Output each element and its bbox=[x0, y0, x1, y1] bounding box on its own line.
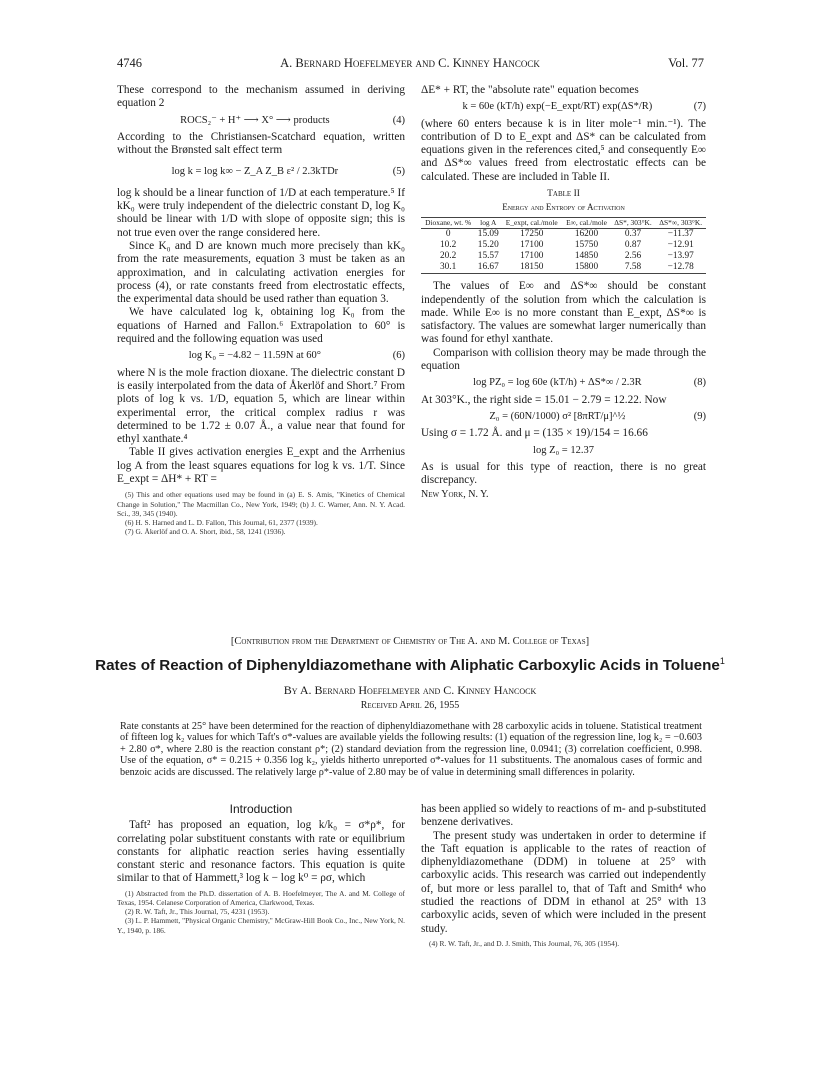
paragraph: Since K₀ and D are known much more precisely than kK₀ from the rate measurements, equation 3 must be taken as an approximation, and in calculating activation energies for process (4), or rate constants freed from electrostatic effects, the experimental data should be used rather than equation 3. bbox=[117, 239, 405, 306]
volume-number: Vol. 77 bbox=[668, 56, 704, 70]
table-label: Table II bbox=[547, 189, 580, 200]
intro-right-column bbox=[421, 803, 706, 948]
footnote-5: (5) This and other equations used may be found in (a) E. S. Amis, "Kinetics of Chemical Change in Solution," The Macmillan Co., New York, 1949; (b) J. C. Warner, Ann. N. Y. Acad. Sci., 39, 345 (1940). bbox=[117, 490, 405, 518]
table-row: 10.2 15.20 17100 15750 0.87 −12.91 bbox=[440, 240, 694, 251]
table-row: 0 15.09 17250 16200 0.37 −11.37 bbox=[445, 229, 694, 240]
paragraph: Using σ = 1.72 Å. and μ = (135 × 19)/154 = 16.66 bbox=[421, 427, 648, 440]
abstract: Rate constants at 25° have been determined for the reaction of diphenyldiazomethane with 28 carboxylic acids in toluene. Statistical treatment of fifteen log k₂ values for which Taft's σ*-values are available yields the following results: (1) equation of the regression line, log k₂ = −0.603 + 2.80 σ*, where 2.80 is the reaction constant ρ*; (2) standard deviation from the regression line, 0.0941; (3) correlation coefficient, 0.998. Use of the equation, σ* = 0.215 + 0.356 log k₂, yields hitherto unreported σ*-values for 11 substituents. The anomalous cases of formic and benzoic acids are discussed. The relatively large ρ*-value of 2.80 may be of value in determining small differences in polarity. bbox=[120, 721, 702, 778]
location: New York, N. Y. bbox=[421, 489, 489, 501]
equation-8: log PZ₀ = log 60e (kT/h) + ΔS*∞ / 2.3R (8) bbox=[473, 377, 706, 389]
paragraph: log k should be a linear function of 1/D at each temperature.⁵ If kK₀ were truly independent of the dielectric constant D, log K₀ should be linear with 1/D with slope of opposite sign; this is not true even over the range considered here. bbox=[117, 186, 405, 239]
footnote-2: (2) R. W. Taft, Jr., This Journal, 75, 4231 (1953). bbox=[125, 907, 270, 917]
table-header: ΔS*, 303°K. bbox=[611, 217, 656, 229]
footnote-1: (1) Abstracted from the Ph.D. dissertation of A. B. Hoefelmeyer, The A. and M. College of Texas, 1954. Celanese Corporation of America, Clarkwood, Texas. bbox=[117, 888, 405, 907]
intro-left-column bbox=[117, 803, 405, 935]
table-title: Energy and Entropy of Activation bbox=[502, 202, 625, 213]
table-row: 30.1 16.67 18150 15800 7.58 −12.78 bbox=[421, 262, 706, 274]
table-row: 20.2 15.57 17100 14850 2.56 −13.97 bbox=[440, 251, 694, 262]
table-header: ΔS*∞, 303°K. bbox=[655, 217, 706, 229]
article-title: Rates of Reaction of Diphenyldiazomethane with Aliphatic Carboxylic Acids in Toluene$^1$ bbox=[95, 656, 725, 675]
equation-7: k = 60e (kT/h) exp(−E_expt/RT) exp(ΔS*/R) (7) bbox=[462, 101, 706, 113]
footnote-4: (4) R. W. Taft, Jr., and D. J. Smith, This Journal, 76, 305 (1954). bbox=[429, 938, 620, 948]
byline: By A. Bernard Hoefelmeyer and C. Kinney Hancock bbox=[283, 683, 537, 697]
paragraph: The present study was undertaken in order to determine if the Taft equation is applicable to the rates of reaction of diphenyldiazomethane (DDM) in toluene at 25° with carboxylic acids. This research was carried out independently of, but more or less parallel to, that of Taft and Smith⁴ who studied the reactions of DDM in ethanol at 25° with 13 carboxylic acids, seven of which were included in the present study. bbox=[421, 829, 706, 935]
paragraph: As is usual for this type of reaction, there is no great discrepancy. bbox=[421, 460, 706, 487]
paragraph: The values of E∞ and ΔS*∞ should be constant independently of the solution from which the calculation is made. While E∞ is no more constant than E_expt, ΔS*∞ is satisfactory. The values are somewhat larger numerically than was found for ethyl xanthate. bbox=[421, 280, 706, 346]
paragraph: We have calculated log k, obtaining log K₀ from the equations of Harned and Fallon.⁶ Extrapolation to 60° is required and the following equation was used bbox=[117, 306, 405, 346]
paragraph: where N is the mole fraction dioxane. The dielectric constant D is easily interpolated from the data of Åkerlöf and Short.⁷ From plots of log k vs. 1/D, equation 5, which are linear within experimental error, the critical complex radius r was determined to be 1.72 ± 0.07 Å., a value near that found for ethyl xanthate.⁴ bbox=[117, 366, 405, 446]
table-header: E_expt, cal./mole bbox=[501, 217, 562, 229]
paragraph: ΔE* + RT, the "absolute rate" equation becomes bbox=[421, 84, 639, 96]
paragraph: These correspond to the mechanism assumed in deriving equation 2 bbox=[117, 84, 405, 110]
page-number: 4746 bbox=[117, 56, 142, 70]
table-header: E∞, cal./mole bbox=[562, 217, 610, 229]
paragraph: Comparison with collision theory may be made through the equation bbox=[421, 346, 706, 373]
title-footnote-mark: 1 bbox=[719, 656, 725, 666]
left-column bbox=[117, 84, 405, 536]
running-head-authors: A. Bernard Hoefelmeyer and C. Kinney Hancock bbox=[280, 56, 540, 70]
equation-4: ROCS₂⁻ + H⁺ ⟶ X° ⟶ products (4) bbox=[180, 114, 405, 126]
right-column bbox=[421, 84, 706, 502]
contribution-line: [Contribution from the Department of Chemistry of The A. and M. College of Texas] bbox=[230, 636, 590, 647]
table-2 bbox=[421, 217, 706, 275]
footnote-7: (7) G. Åkerlöf and O. A. Short, ibid., 58, 1241 (1936). bbox=[125, 527, 286, 537]
paragraph: (where 60 enters because k is in liter mole⁻¹ min.⁻¹). The contribution of D to E_expt and ΔS* can be calculated from equations given in the references cited,⁵ and consequently E∞ and ΔS*∞ values freed from electrostatic effects can be calculated. These are included in Table II. bbox=[421, 117, 706, 183]
footnote-3: (3) L. P. Hammett, "Physical Organic Chemistry," McGraw-Hill Book Co., Inc., New York, N. Y., 1940, p. 186. bbox=[117, 916, 405, 935]
equation-5: log k = log k∞ − Z_A Z_B ε² / 2.3kTDr (5) bbox=[171, 166, 405, 178]
section-heading: Introduction bbox=[229, 802, 293, 816]
paragraph: Table II gives activation energies E_expt and the Arrhenius log A from the least squares equations for log k vs. 1/T. Since E_expt = ΔH* + RT = bbox=[117, 446, 405, 486]
paragraph: Taft² has proposed an equation, log k/k₀ = σ*ρ*, for correlating polar substituent constants with rate or equilibrium constants for aliphatic reaction series having essentially constant steric and resonance factors. This equation is quite similar to that of Hammett,³ log k − log k⁰ = ρσ, which bbox=[117, 819, 405, 885]
paragraph: has been applied so widely to reactions of m- and p-substituted benzene derivatives. bbox=[421, 803, 706, 829]
paragraph: According to the Christiansen-Scatchard equation, written without the Brønsted salt effect term bbox=[117, 130, 405, 157]
equation-10: log Z₀ = 12.37 bbox=[533, 444, 594, 456]
paragraph: At 303°K., the right side = 15.01 − 2.79 = 12.22. Now bbox=[421, 393, 667, 406]
table-header: log A bbox=[475, 217, 501, 229]
footnote-6: (6) H. S. Harned and L. D. Fallon, This Journal, 61, 2377 (1939). bbox=[125, 517, 318, 527]
table-header: Dioxane, wt. % bbox=[421, 217, 475, 229]
received-date: Received April 26, 1955 bbox=[360, 700, 460, 711]
equation-9: Z₀ = (60N/1000) σ² [8πRT/μ]^½ (9) bbox=[489, 410, 706, 422]
equation-6: log K₀ = −4.82 − 11.59N at 60° (6) bbox=[188, 350, 405, 362]
